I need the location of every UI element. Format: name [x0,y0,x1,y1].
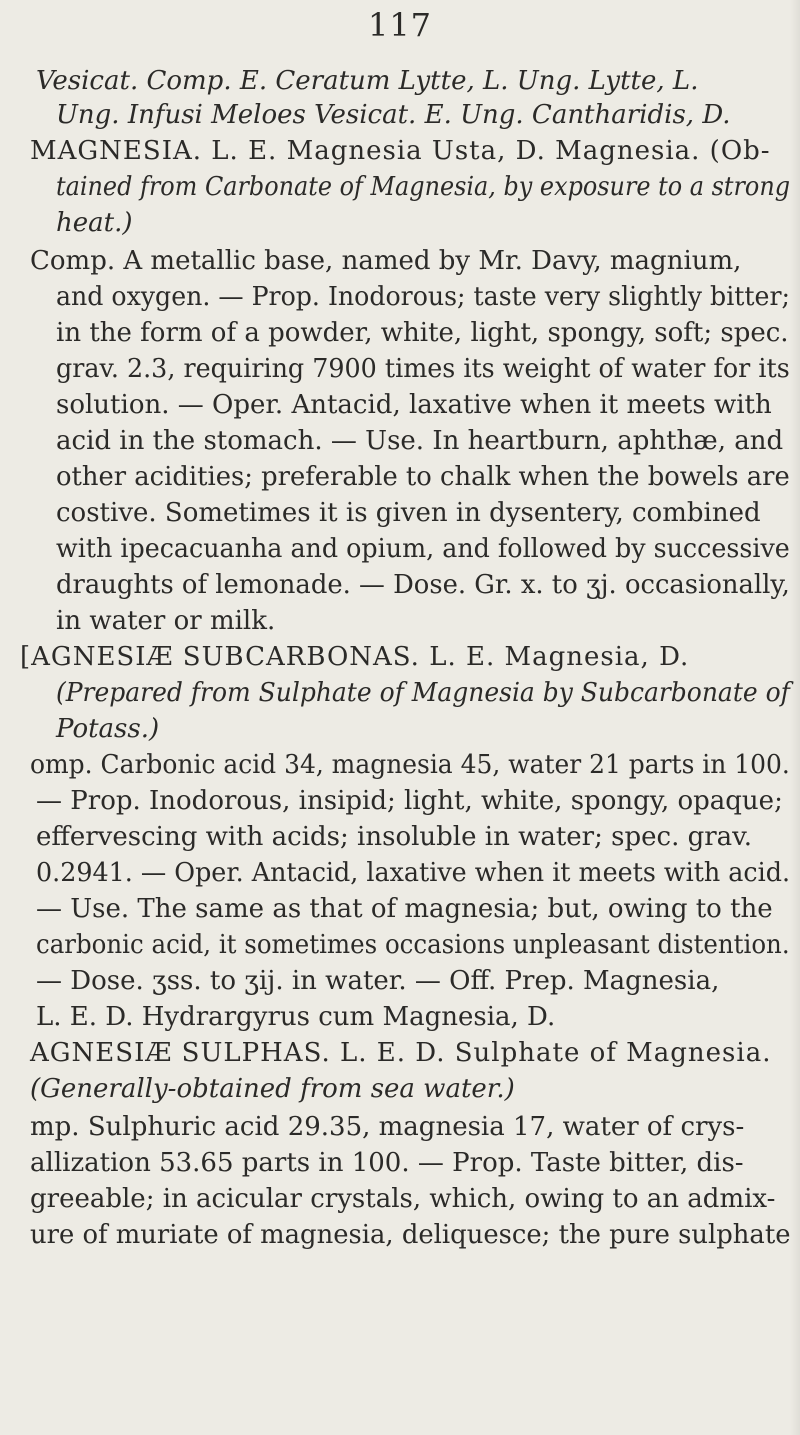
text-line: effervescing with acids; insoluble in water; spec. grav. [36,822,753,852]
text-line: with ipecacuanha and opium, and followed by successive [56,534,790,564]
text-line: allization 53.65 parts in 100. — Prop. Taste bitter, dis- [30,1148,744,1178]
text-line: solution. — Oper. Antacid, laxative when it meets with [56,390,772,420]
text-line: in the form of a powder, white, light, spongy, soft; spec. [56,318,789,348]
text-line: omp. Carbonic acid 34, magnesia 45, water 21 parts in 100. [30,750,790,780]
text-line: greeable; in acicular crystals, which, owing to an admix- [30,1184,776,1214]
entry-heading-magnesiae-sulphas: AGNESIÆ SULPHAS. L. E. D. Sulphate of Magnesia. [30,1038,772,1068]
page-edge-shadow [790,0,800,1435]
text-line: — Prop. Inodorous, insipid; light, white, spongy, opaque; [36,786,783,816]
text-line: in water or milk. [56,606,276,636]
text-line: L. E. D. Hydrargyrus cum Magnesia, D. [36,1002,556,1032]
text-line: draughts of lemonade. — Dose. Gr. x. to ʒj. occasionally, [56,570,790,600]
text-line: — Dose. ʒss. to ʒij. in water. — Off. Prep. Magnesia, [36,966,720,996]
text-line: grav. 2.3, requiring 7900 times its weight of water for its [56,354,790,384]
text-line: other acidities; preferable to chalk when the bowels are [56,462,790,492]
entry-heading-magnesiae-subcarbonas: [AGNESIÆ SUBCARBONAS. L. E. Magnesia, D. [20,642,690,672]
text-line: — Use. The same as that of magnesia; but, owing to the [36,894,773,924]
text-line: (Generally-obtained from sea water.) [30,1074,515,1104]
text-line: carbonic acid, it sometimes occasions unpleasant distention. [36,930,790,960]
text-line: mp. Sulphuric acid 29.35, magnesia 17, water of crys- [30,1112,745,1142]
text-line: costive. Sometimes it is given in dysentery, combined [56,498,761,528]
text-line: acid in the stomach. — Use. In heartburn, aphthæ, and [56,426,784,456]
text-line: tained from Carbonate of Magnesia, by exposure to a strong [56,172,791,202]
text-line: 0.2941. — Oper. Antacid, laxative when it meets with acid. [36,858,791,888]
text-line: Comp. A metallic base, named by Mr. Davy, magnium, [30,246,742,276]
page-number: 117 [367,6,433,44]
text-line: and oxygen. — Prop. Inodorous; taste very slightly bitter; [56,282,790,312]
text-line: heat.) [56,208,133,238]
text-line: Ung. Infusi Meloes Vesicat. E. Ung. Cantharidis, D. [56,100,731,130]
entry-heading-magnesia: MAGNESIA. L. E. Magnesia Usta, D. Magnesia. (Ob- [30,136,771,166]
text-line: ure of muriate of magnesia, deliquesce; the pure sulphate [30,1220,791,1250]
text-line: (Prepared from Sulphate of Magnesia by Subcarbonate of [56,678,790,708]
text-line: Vesicat. Comp. E. Ceratum Lytte, L. Ung. Lytte, L. [36,66,699,96]
text-line: Potass.) [56,714,160,744]
